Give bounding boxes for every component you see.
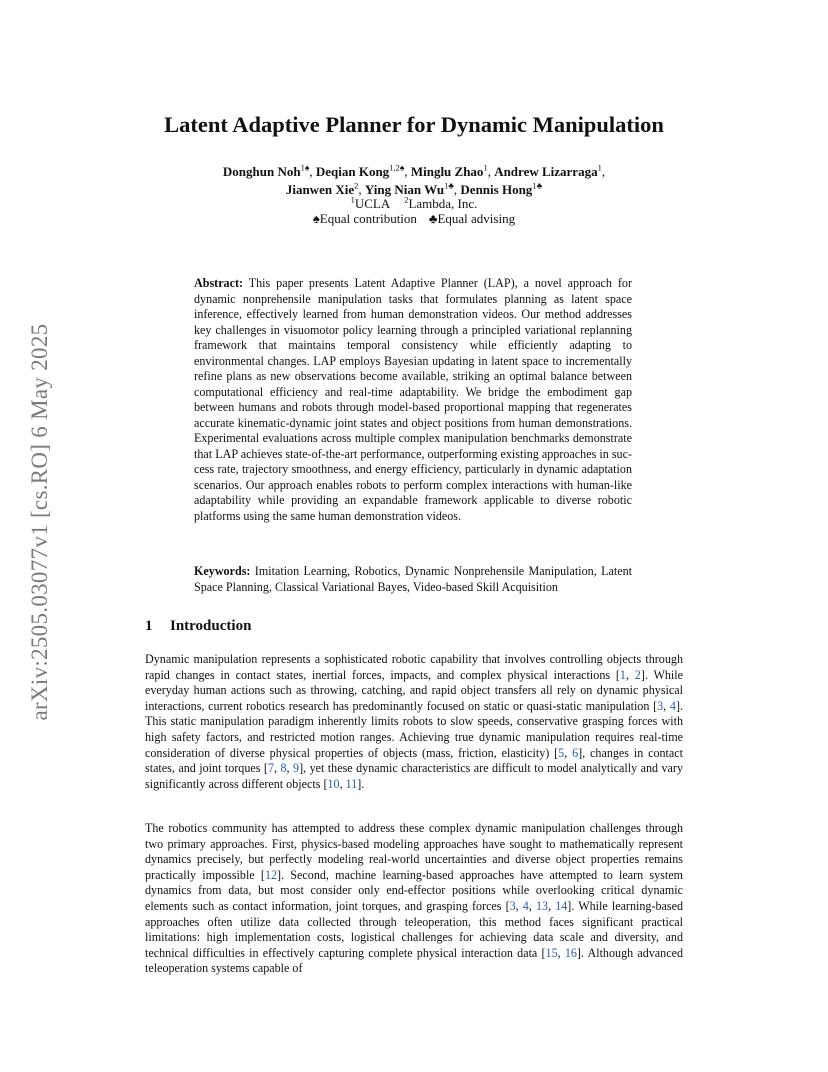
paragraph-text: ]. This static manipulation paradigm inherently limits robots to slow speeds, conservative grasping forces with high safety factors, and restricted motion ranges. Achieving true dynamic manipulation requires real-time consideration of diverse physical properties of objects (mass, friction, elasticity) [ [145,698,683,760]
citation-link[interactable]: 1 [619,667,626,682]
citation-link[interactable]: 7 [267,761,275,776]
citation-link[interactable]: 5 [558,745,565,760]
citation-link[interactable]: 15 [545,945,558,960]
section-heading-introduction [145,616,251,636]
citation-link[interactable]: 14 [555,898,568,913]
author-name: Ying Nian Wu [364,182,445,197]
paragraph-text: ], yet these dynamic characteristics are difficult to model analytically and vary significantly across different objects [ [145,761,684,791]
author-affiliation-mark: 1,2♠ [389,162,405,173]
abstract-label: Abstract: [194,276,244,290]
section-title: Introduction [170,618,252,634]
author-name: Deqian Kong [315,164,390,179]
paragraph-text: The robotics community has attempted to address these complex dynamic manipulation challenges through two primary approaches. First, physics-based modeling approaches have sought to mathematically represent dynamics precisely, but perfectly modeling real-world uncertainties and diverse object properties remains practically impossible [ [145,821,683,882]
paragraph-text: ], changes in contact states, and joint torques [ [145,745,684,776]
author-affiliation-mark: 1♣ [532,180,543,191]
affiliation-mark: 1 [350,194,355,205]
citation-link[interactable]: 3 [657,698,664,713]
intro-paragraph-1: Dynamic manipulation represents a sophisticated robotic capability that involves controlling objects through rapid changes in contact states, inertial forces, impacts, and complex physical interactions [1, 2]. While everyday human actions such as throwing, catching, and rapid object transfers all rely on dynamic physical interactions, current robotics research has predominantly focused on static or quasi-static manipulation [3, 4]. This static manipulation paradigm inherently limits robots to slow speeds, conservative grasping forces with high safety factors, and restricted motion ranges. Achieving true dynamic manipulation requires real-time consideration of diverse physical properties of objects (mass, friction, elasticity) [5, 6], changes in contact states, and joint torques [7, 8, 9], yet these dynamic characteristics are difficult to model analytically and vary significantly across different objects [10, 11]. [145,652,684,791]
author-name: Dennis Hong [460,182,533,197]
author-affiliation-mark: 1 [597,162,602,173]
paragraph-text: Dynamic manipulation represents a sophisticated robotic capability that involves controlling objects through rapid changes in contact states, inertial forces, impacts, and complex physical interactions [ [145,652,683,682]
citation-link[interactable]: 16 [564,945,577,960]
citation-link[interactable]: 8 [280,761,287,776]
paragraph-text: ]. [357,776,365,791]
author-name: Jianwen Xie [285,182,355,197]
author-name: Andrew Lizarraga [494,164,598,179]
keywords [194,564,632,595]
citation-link[interactable]: 3 [509,898,516,913]
citation-link[interactable]: 11 [345,776,358,791]
citation-link[interactable]: 6 [572,745,579,760]
keywords-text: Imitation Learning, Robotics, Dynamic Nonprehensile Manipulation, Latent Space Planning, Classical Variational Bayes, Video-based Skill Acquisition [194,564,632,594]
affiliation-mark: 2 [404,194,409,205]
author-name: Donghun Noh [222,164,301,179]
contribution-notes [0,210,828,228]
keywords-label: Keywords: [194,564,251,578]
citation-link[interactable]: 12 [264,867,278,882]
author-list [0,163,828,199]
affiliation-ucla: UCLA [354,196,391,211]
author-affiliation-mark: 2 [354,180,359,191]
citation-link[interactable]: 13 [535,898,549,913]
author-name: Minglu Zhao [410,164,484,179]
citation-link[interactable]: 2 [634,667,641,682]
abstract-text: This paper presents Latent Adaptive Planner (LAP), a novel approach for dynamic nonprehensile manipulation tasks that formulates planning as latent space inference, effectively learned from human demonstration videos. Our method addresses key challenges in visuomotor policy learning through a principled variational replanning framework that maintains temporal consistency while efficiently adapting to environmental changes. LAP employs Bayesian updating in latent space to incrementally refine plans as new observations become available, striking an optimal balance between computational efficiency and real-time adaptability. We bridge the embodiment gap between humans and robots through model-based proportional mapping that regenerates accurate kinematic-dynamic joint states and object positions from human demonstrations. Experimental evaluations across multiple complex manipulation benchmarks demonstrate that LAP achieves state-of-the-art performance, outperforming existing approaches in success rate, trajectory smoothness, and energy efficiency, particularly in dynamic adaptation scenarios. Our approach enables robots to perform complex interactions with human-like adaptability while providing an expandable framework applicable to diverse robotic platforms using the same human demonstration videos. [194,276,632,523]
author-affiliation-mark: 1♣ [444,180,454,191]
affiliation-lambda: Lambda, Inc. [408,196,478,211]
citation-link[interactable]: 4 [669,698,676,713]
author-affiliation-mark: 1♠ [300,162,310,173]
paragraph-text: ]. While learning-based approaches often utilize data collected through teleoperation, this method faces significant practical limitations: high implementation costs, logistical challenges for achieving data scale and diversity, and technical difficulties in effectively capturing complete physical interaction data [ [145,898,684,960]
citation-link[interactable]: 4 [522,898,529,913]
equal-contribution-note: ♠Equal contribution [312,211,417,226]
arxiv-identifier: arXiv:2505.03077v1 [cs.RO] 6 May 2025 [27,323,52,721]
author-line-2: Jianwen Xie$^2$, Ying Nian $Wu^{1♣}$, Dennis Hong$^{1♣}$ [285,180,543,197]
citation-link[interactable]: 10 [327,776,340,791]
intro-paragraph-2: The robotics community has attempted to address these complex dynamic manipulation challenges through two primary approaches. First, physics-based modeling approaches have sought to mathematically represent dynamics precisely, but perfectly modeling real-world uncertainties and diverse object properties remains practically impossible [12]. Second, machine learning-based approaches have attempted to learn system dynamics from data, but most consider only end-effector positions while overlooking critical dynamic elements such as contact information, joint torques, and grasping forces [3, 4, 13, 14]. While learning-based approaches often utilize data collected through teleoperation, this method faces significant practical limitations: high implementation costs, logistical challenges for achieving data scale and diversity, and technical difficulties in effectively capturing complete physical interaction data [15, 16]. Although advanced teleoperation systems capable of [145,821,684,976]
author-line-1: Donghun Noh$^{1♠}$, Deqian Kong$^{1,2♠}$, Minglu Zhao$^1$, Andrew Lizarraga$^1$, [222,162,606,179]
section-number: 1 [145,618,153,634]
paragraph-text: ]. Second, machine learning-based approaches have attempted to learn system dynamics from data, but most consider only end-effector positions while overlooking critical dynamic elements such as contact information, joint torques, and grasping forces [ [145,867,683,913]
paper-title: Latent Adaptive Planner for Dynamic Manipulation [164,112,664,137]
abstract [194,276,632,524]
equal-advising-note: ♣Equal advising [428,211,516,226]
paragraph-text: ]. Although advanced teleoperation systems capable of [145,945,683,976]
paragraph-text: ]. While everyday human actions such as throwing, catching, and rapid object transfers all rely on dynamic physical interactions, current robotics research has predominantly focused on static or quasi-static manipulation [ [145,667,684,713]
author-affiliation-mark: 1 [483,162,488,173]
citation-link[interactable]: 9 [293,761,300,776]
